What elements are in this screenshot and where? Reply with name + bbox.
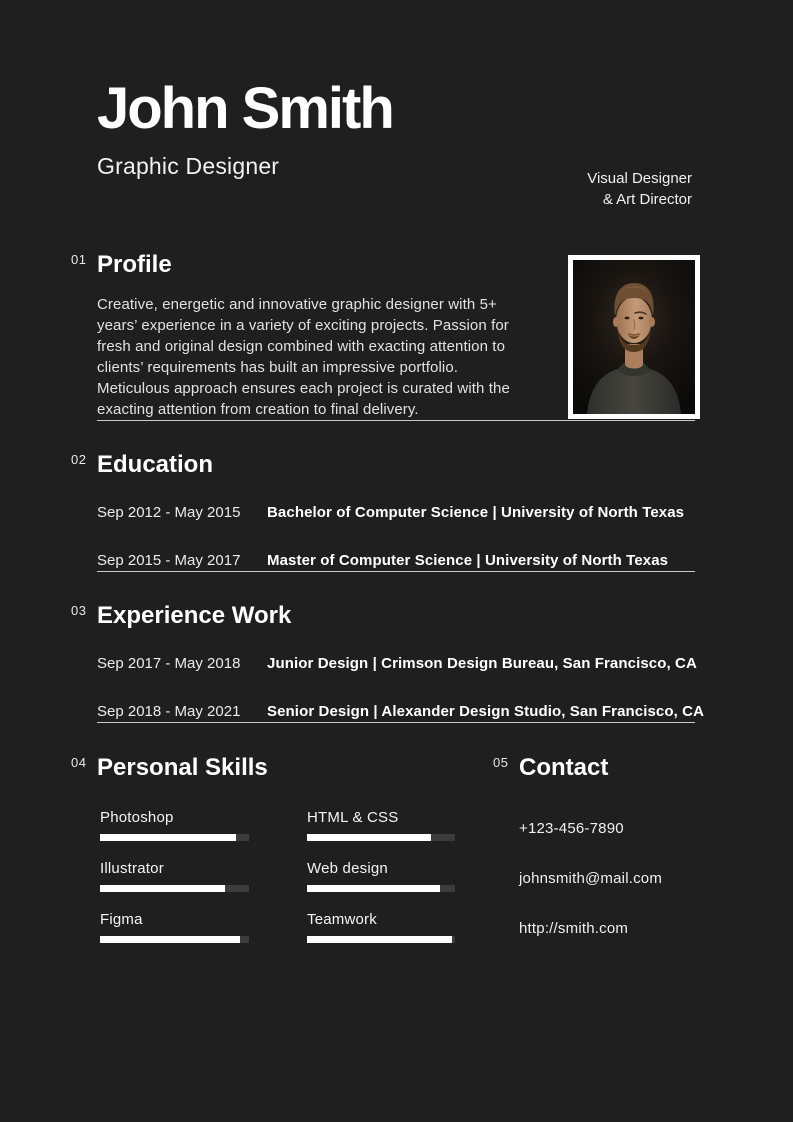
section-education <box>71 444 695 571</box>
name-heading: John Smith <box>97 76 393 141</box>
role-line-2: & Art Director <box>602 191 692 208</box>
skill-item <box>100 859 249 892</box>
profile-title: Profile <box>97 251 172 278</box>
skill-label: Illustrator <box>100 860 164 877</box>
portrait-illustration <box>573 260 695 414</box>
role-tag <box>587 168 692 210</box>
skill-bar-fill <box>307 885 440 892</box>
section-number: 04 <box>71 755 87 770</box>
skill-bar <box>100 936 249 943</box>
skill-label: Figma <box>100 911 143 928</box>
education-detail: Master of Computer Science | University of North Texas <box>267 552 669 569</box>
skill-bar-fill <box>100 936 240 943</box>
skill-bar-fill <box>307 936 452 943</box>
role-line-1: Visual Designer <box>587 170 692 187</box>
skill-bar <box>100 885 249 892</box>
education-date: Sep 2015 - May 2017 <box>97 552 241 569</box>
contact-heading <box>493 747 662 784</box>
skill-bar-fill <box>100 885 225 892</box>
education-title: Education <box>97 451 214 478</box>
header <box>97 76 695 181</box>
section-skills <box>71 747 457 943</box>
contact-website: http://smith.com <box>519 920 629 937</box>
education-heading <box>71 444 695 481</box>
section-number: 05 <box>493 755 509 770</box>
divider <box>97 420 695 421</box>
skill-item <box>100 910 249 943</box>
skill-label: Teamwork <box>307 911 377 928</box>
education-row <box>97 551 695 571</box>
skill-bar <box>307 834 455 841</box>
skill-bar <box>307 885 455 892</box>
section-number: 01 <box>71 252 87 267</box>
experience-date: Sep 2018 - May 2021 <box>97 703 241 720</box>
skill-label: HTML & CSS <box>307 809 399 826</box>
contact-phone: +123-456-7890 <box>519 820 624 837</box>
skills-heading <box>71 747 457 784</box>
experience-detail: Junior Design | Crimson Design Bureau, San Francisco, CA <box>267 655 697 672</box>
skill-bar-fill <box>100 834 236 841</box>
contact-email: johnsmith@mail.com <box>519 870 663 887</box>
experience-detail: Senior Design | Alexander Design Studio, San Francisco, CA <box>267 703 705 720</box>
section-experience <box>71 595 705 722</box>
profile-photo <box>568 255 700 419</box>
skill-bar-fill <box>307 834 431 841</box>
section-number: 02 <box>71 452 87 467</box>
section-contact <box>493 747 663 939</box>
contact-title: Contact <box>519 754 609 781</box>
skill-item <box>307 808 455 841</box>
skill-item <box>100 808 249 841</box>
divider <box>97 722 695 723</box>
education-row <box>97 503 695 523</box>
experience-row <box>97 702 705 722</box>
experience-date: Sep 2017 - May 2018 <box>97 655 241 672</box>
skill-item <box>307 910 455 943</box>
skill-label: Photoshop <box>100 809 174 826</box>
education-detail: Bachelor of Computer Science | University of North Texas <box>267 504 685 521</box>
section-number: 03 <box>71 603 87 618</box>
skill-label: Web design <box>307 860 388 877</box>
skills-title: Personal Skills <box>97 754 268 781</box>
experience-title: Experience Work <box>97 602 292 629</box>
skill-bar <box>100 834 249 841</box>
skill-item <box>307 859 455 892</box>
education-date: Sep 2012 - May 2015 <box>97 504 241 521</box>
experience-heading <box>71 595 695 632</box>
job-title: Graphic Designer <box>97 153 280 179</box>
skill-bar <box>307 936 455 943</box>
divider <box>97 571 695 572</box>
experience-row <box>97 654 695 674</box>
profile-text: Creative, energetic and innovative graphic designer with 5+ years’ experience in a variety of exciting projects. Passion for fresh and original design combined with exacting attention to clients’ requirements has built an impressive portfolio. Meticulous approach ensures each project is curated with the exacting attention from creation to final delivery. <box>97 296 510 418</box>
